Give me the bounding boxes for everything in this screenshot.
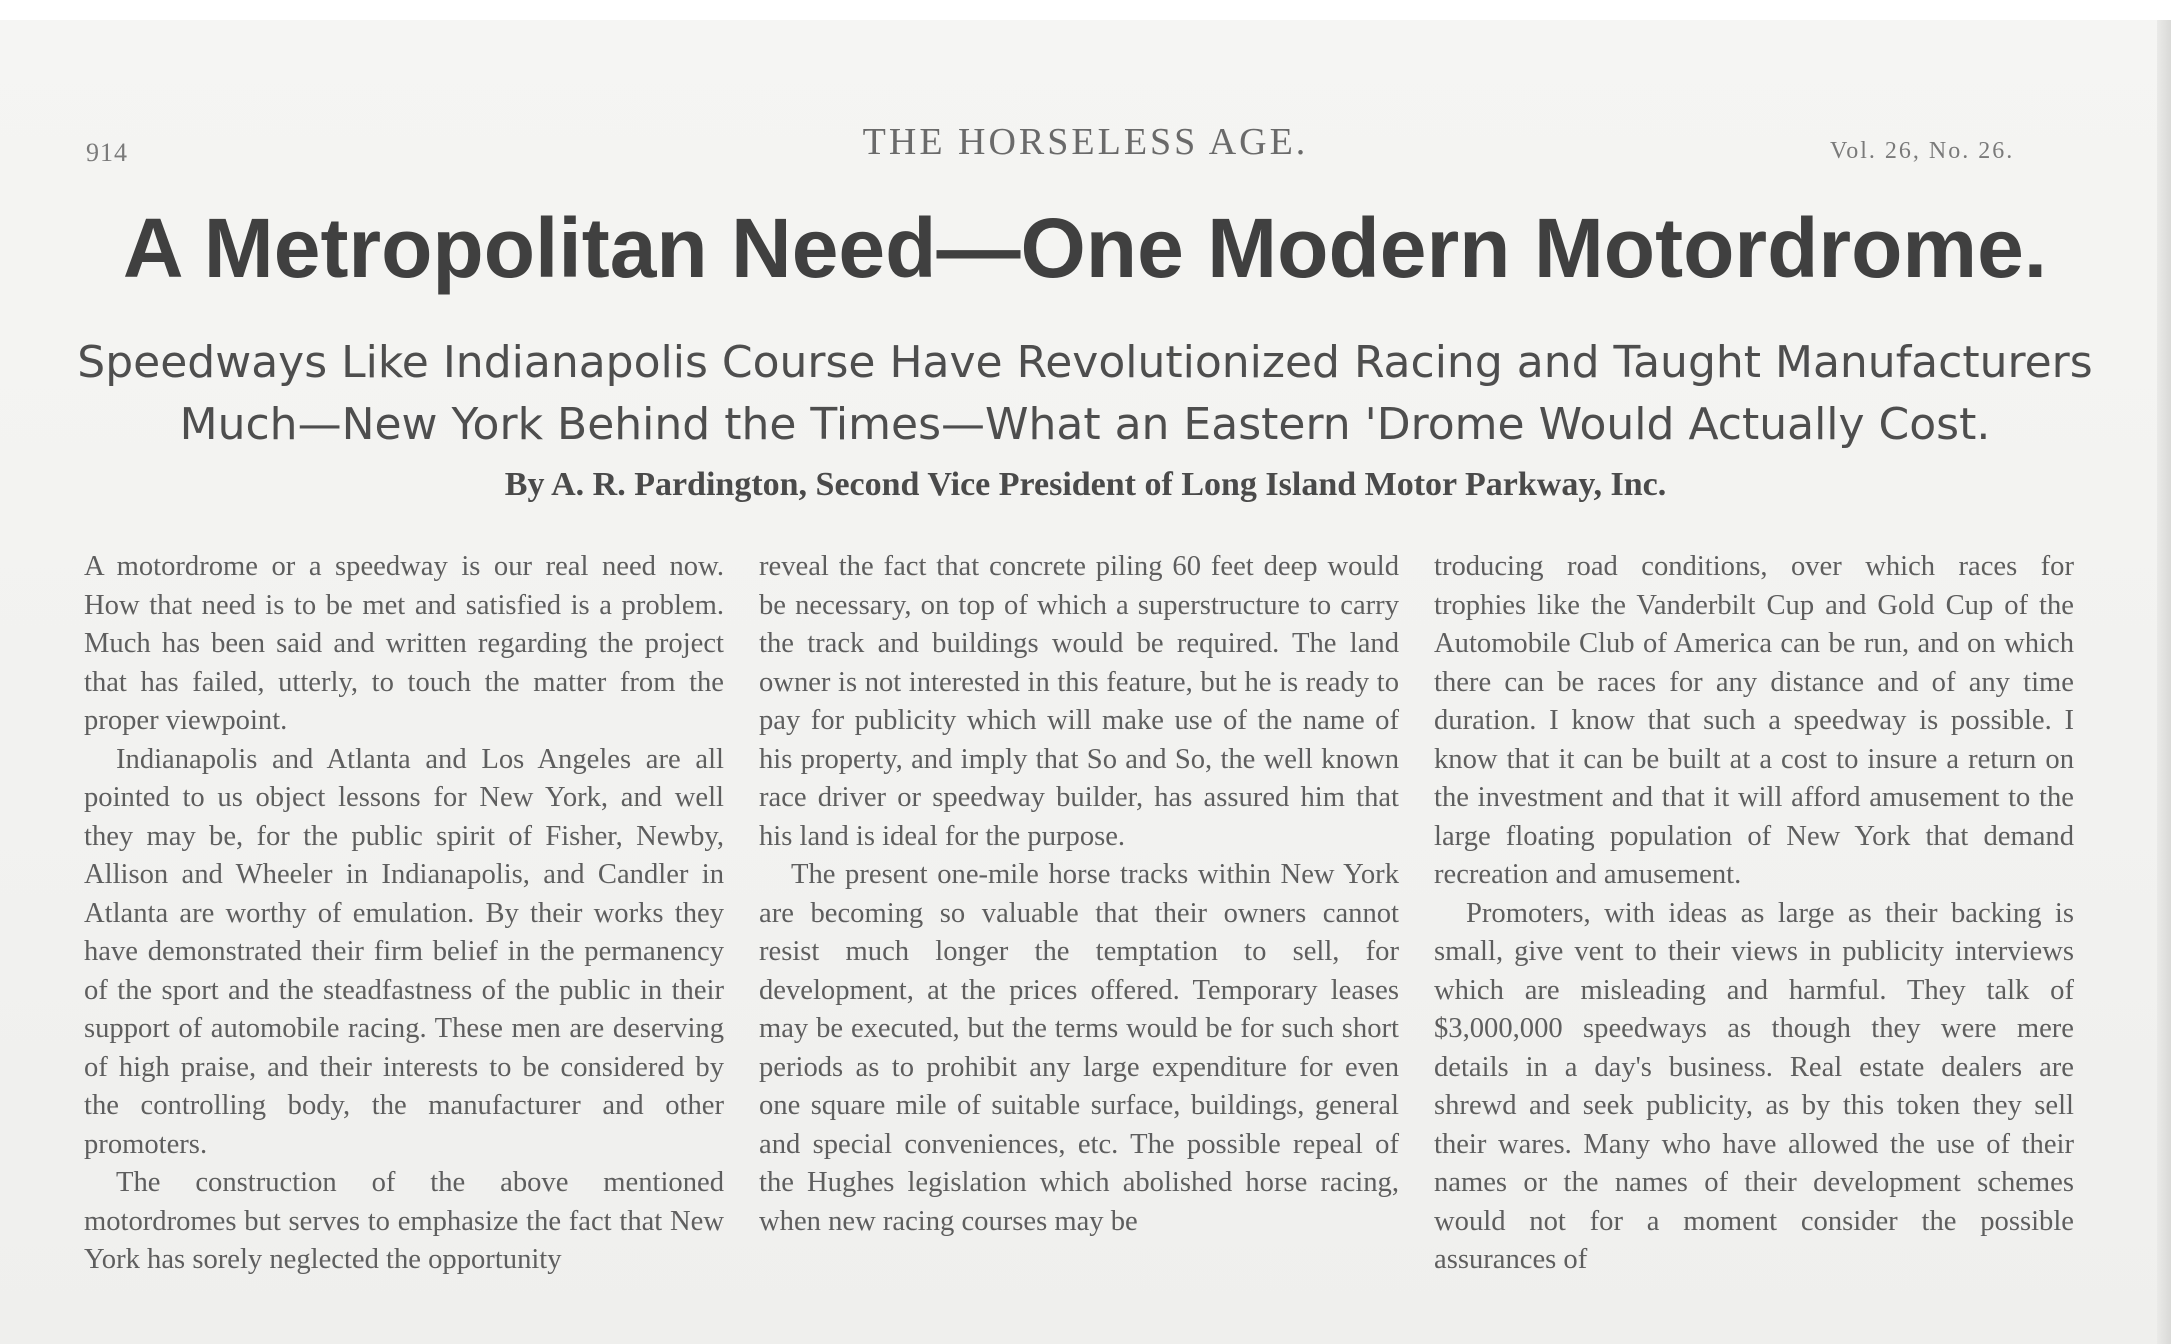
article-byline: By A. R. Pardington, Second Vice President of Long Island Motor Parkway, Inc.: [504, 466, 1667, 503]
running-head: [0, 120, 2171, 170]
paragraph: A motordrome or a speedway is our real need now. How that need is to be met and satisfied is a problem. Much has been said and written regarding the project that has failed, utterly, to touch the matter from the proper viewpoint.: [84, 551, 724, 736]
article-headline: A Metropolitan Need—One Modern Motordrome.: [122, 201, 2048, 295]
paragraph: Promoters, with ideas as large as their backing is small, give vent to their views in publicity interviews which are misleading and harmful. They talk of $3,000,000 speedways as though they were mere details in a day's business. Real estate dealers are shrewd and seek publicity, as by this token they sell their wares. Many who have allowed the use of their names or the names of their development schemes would not for a moment consider the possible assurances of: [1434, 897, 2074, 1275]
paragraph: reveal the fact that concrete piling 60 feet deep would be necessary, on top of which a superstructure to carry the track and buildings would be required. The land owner is not interested in this feature, but he is ready to pay for publicity which will make use of the name of his property, and imply that So and So, the well known race driver or speedway builder, has assured him that his land is ideal for the purpose.: [759, 551, 1399, 852]
text-column-1: [84, 548, 724, 1344]
text-column-3: [1434, 548, 2074, 1344]
text-column-2: [759, 548, 1399, 1344]
paragraph: troducing road conditions, over which races for trophies like the Vanderbilt Cup and Gold Cup of the Automobile Club of America can be run, and on which there can be races for any distance and of any time duration. I know that such a speedway is possible. I know that it can be built at a cost to insure a return on the investment and that it will afford amusement to the large floating population of New York that demand recreation and amusement.: [1434, 551, 2074, 890]
page-edge: [2157, 20, 2171, 1344]
paragraph: The present one-mile horse tracks within New York are becoming so valuable that their owners cannot resist much longer the temptation to sell, for development, at the prices offered. Temporary leases may be executed, but the terms would be for such short periods as to prohibit any large expenditure for even one square mile of suitable surface, buildings, general and special conveniences, etc. The possible repeal of the Hughes legislation which abolished horse racing, when new racing courses may be: [759, 859, 1399, 1237]
article-subheadline: Speedways Like Indianapolis Course Have Revolutionized Racing and Taught Manufacturers Much—New York Behind the Times—What an Eastern 'Drome Would Actually Cost.: [77, 337, 2093, 450]
article-body: [84, 548, 2074, 1344]
volume-issue: Vol. 26, No. 26.: [1830, 138, 2015, 164]
paragraph: Indianapolis and Atlanta and Los Angeles are all pointed to us object lessons for New York, and well they may be, for the public spirit of Fisher, Newby, Allison and Wheeler in Indianapolis, and Candler in Atlanta are worthy of emulation. By their works they have demonstrated their firm belief in the permanency of the sport and the steadfastness of the public in their support of automobile racing. These men are deserving of high praise, and their interests to be considered by the controlling body, the manufacturer and other promoters.: [84, 743, 724, 1160]
page-number: 914: [86, 138, 128, 167]
journal-title: THE HORSELESS AGE.: [862, 121, 1309, 163]
magazine-page: [0, 20, 2171, 1344]
paragraph: The construction of the above mentioned motordromes but serves to emphasize the fact that New York has sorely neglected the opportunity: [84, 1167, 724, 1275]
